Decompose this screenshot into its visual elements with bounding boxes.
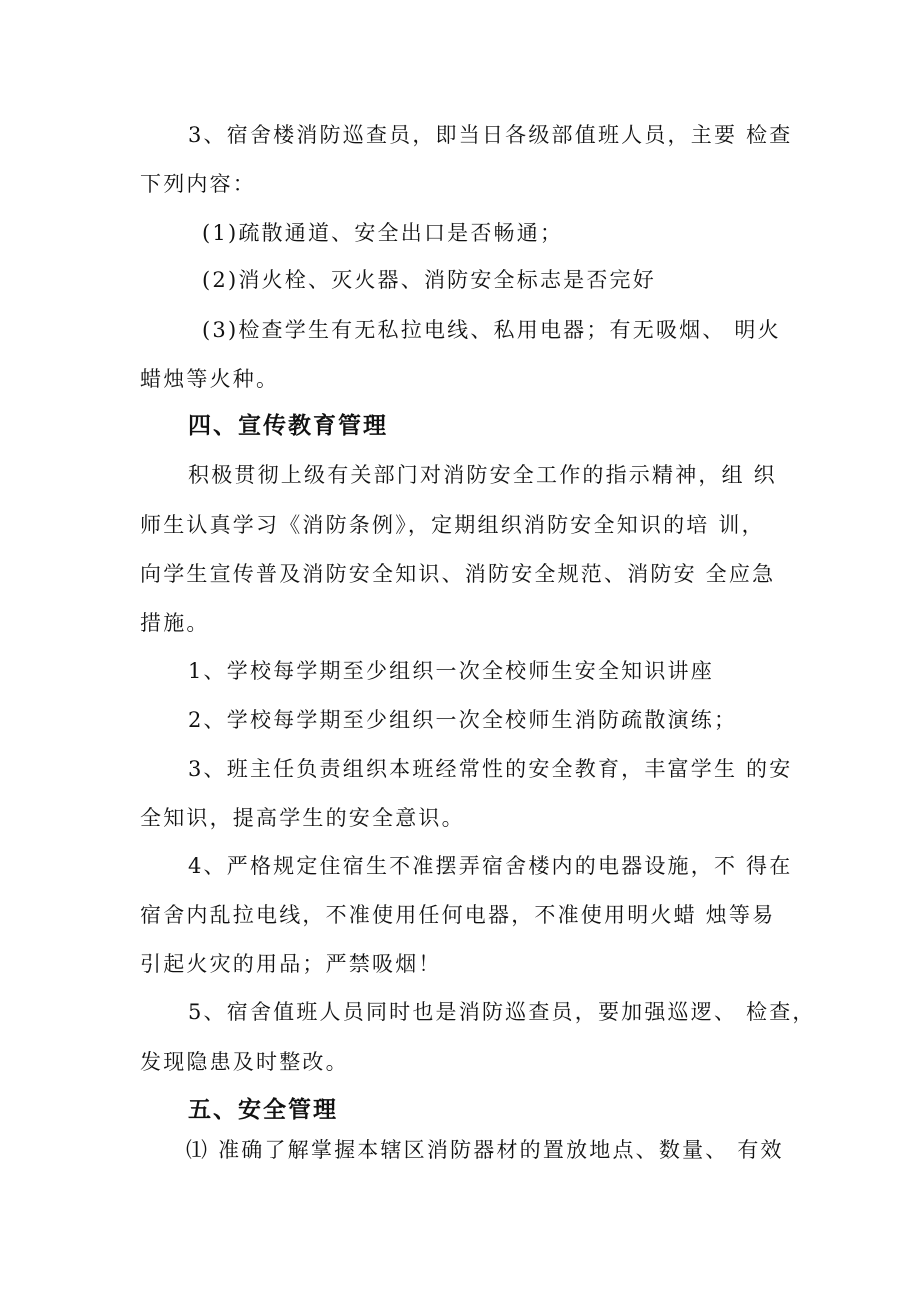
list-item-3-cont: 蜡烛等火种。 [140,367,280,391]
list-item-1: (1)疏散通道、安全出口是否畅通； [202,221,564,245]
paragraph-line-6: 措施。 [140,611,210,635]
item-3-cont: 全知识，提高学生的安全意识。 [140,806,465,830]
list-item-3: (3)检查学生有无私拉电线、私用电器；有无吸烟、 明火 [202,318,781,342]
paren-item-1: ⑴ 准确了解掌握本辖区消防器材的置放地点、数量、 有效 [186,1138,784,1162]
item-2: 2、学校每学期至少组织一次全校师生消防疏散演练； [188,708,738,732]
list-item-2: (2)消火栓、灭火器、消防安全标志是否完好 [202,268,656,292]
item-5-cont: 发现隐患及时整改。 [140,1050,349,1074]
item-4: 4、严格规定住宿生不准摆弄宿舍楼内的电器设施，不 得在 [188,854,793,878]
item-1: 1、学校每学期至少组织一次全校师生安全知识讲座 [188,659,714,683]
paragraph-line-5: 向学生宣传普及消防安全知识、消防安全规范、消防安 全应急 [140,562,776,586]
paragraph-line-4: 师生认真学习《消防条例》，定期组织消防安全知识的培 训， [140,513,765,537]
paragraph-line-1: 3、宿舍楼消防巡查员，即当日各级部值班人员，主要 检查 [188,123,793,147]
paragraph-line-2: 下列内容： [140,172,256,196]
item-4-cont-2: 引起火灾的用品；严禁吸烟！ [140,952,442,976]
paragraph-line-3: 积极贯彻上级有关部门对消防安全工作的指示精神，组 织 [188,463,777,487]
section-heading-5: 五、安全管理 [188,1097,338,1123]
section-heading-4: 四、宣传教育管理 [188,413,388,439]
item-4-cont-1: 宿舍内乱拉电线，不准使用任何电器，不准使用明火蜡 烛等易 [140,903,776,927]
item-3: 3、班主任负责组织本班经常性的安全教育，丰富学生 的安 [188,757,793,781]
item-5: 5、宿舍值班人员同时也是消防巡查员，要加强巡逻、 检查， [188,1000,816,1024]
